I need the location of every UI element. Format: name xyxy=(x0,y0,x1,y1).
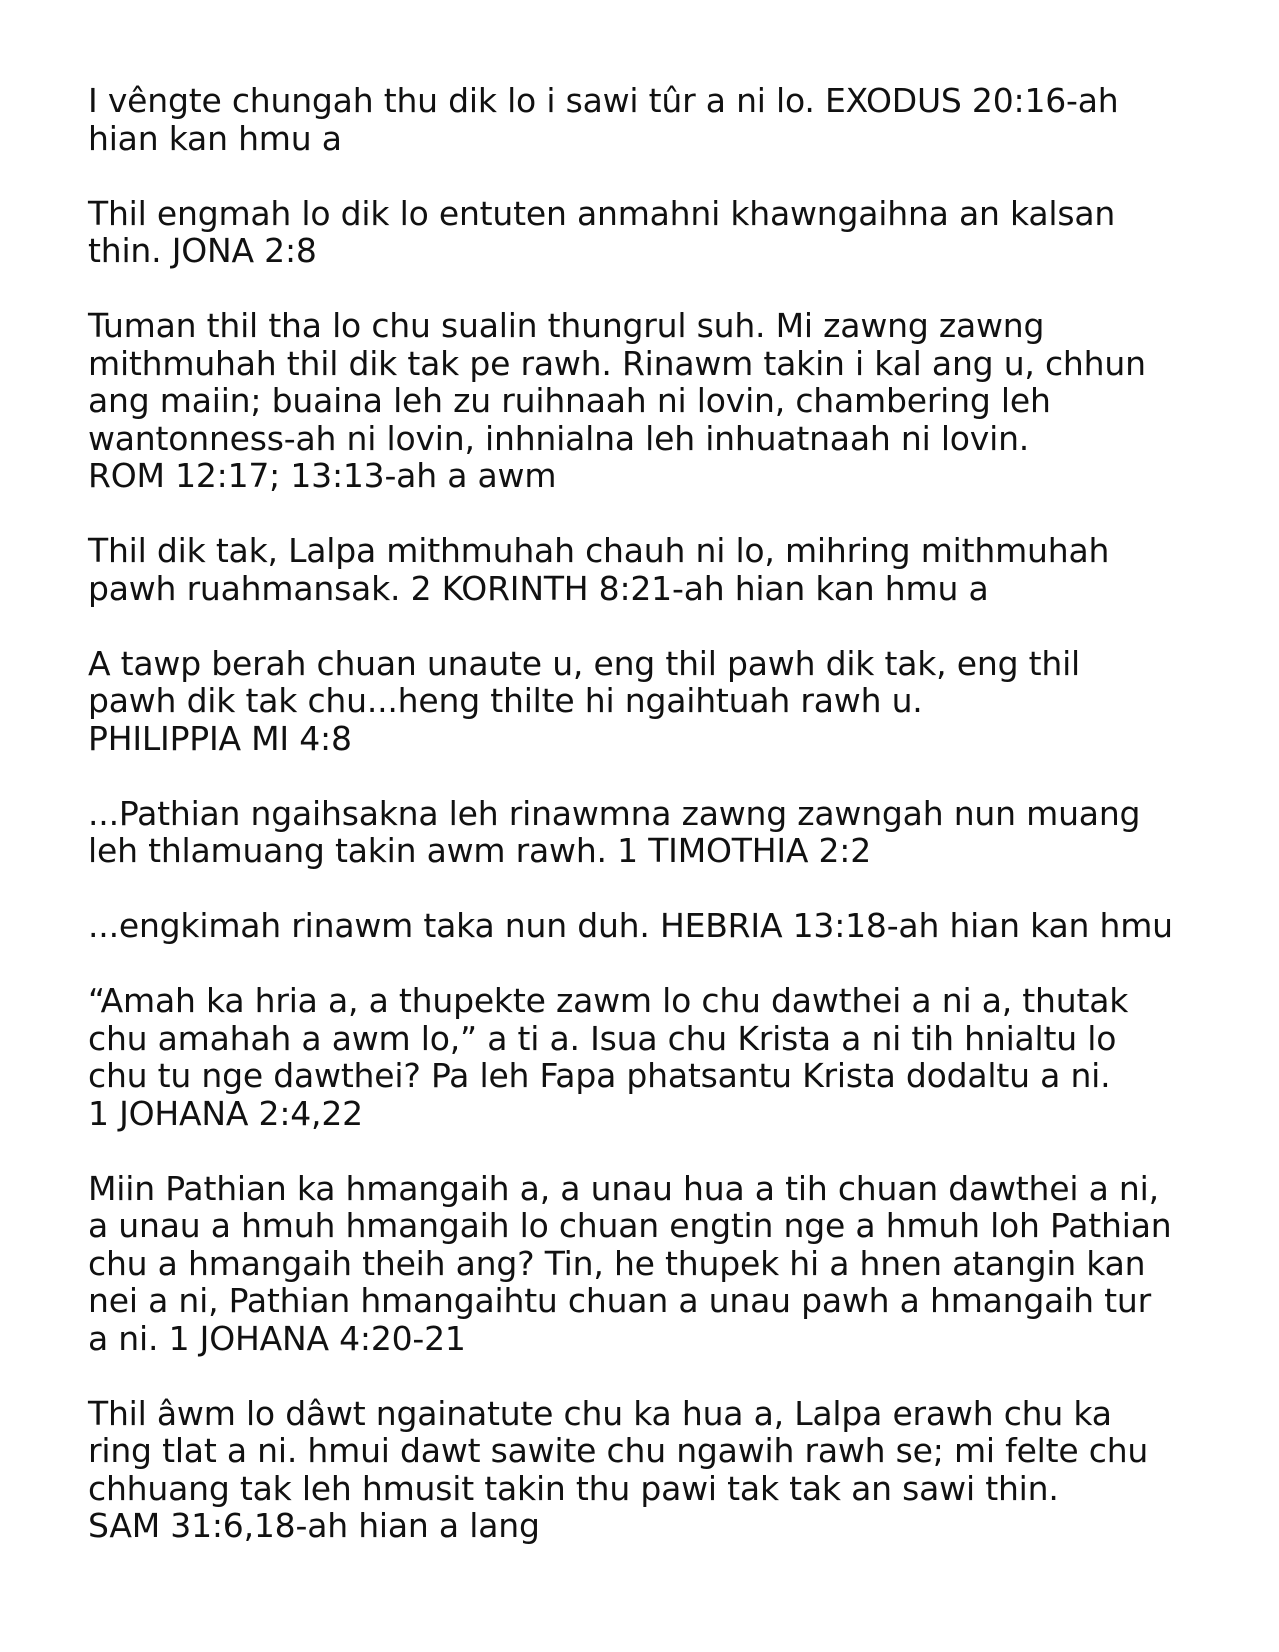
passage-korinth: Thil dik tak, Lalpa mithmuhah chauh ni lo, mihring mithmuhah pawh ruahmansak. 2 KORINTH 8:21-ah hian kan hmu a xyxy=(88,531,1110,608)
passage-hebria: ...engkimah rinawm taka nun duh. HEBRIA 13:18-ah hian kan hmu xyxy=(88,906,1173,945)
passage-rom: Tuman thil tha lo chu sualin thungrul suh. Mi zawng zawng mithmuhah thil dik tak pe rawh. Rinawm takin i kal ang u, chhun ang maiin; buaina leh zu ruihnaah ni lovin, chambering leh wantonness-ah ni lovin, inhnialna leh inhuatnaah ni lovin. ROM 12:17; 13:13-ah a awm xyxy=(88,306,1146,495)
passage-jona: Thil engmah lo dik lo entuten anmahni khawngaihna an kalsan thin. JONA 2:8 xyxy=(88,193,1116,270)
paragraph-gap xyxy=(88,157,1228,195)
paragraph-gap xyxy=(88,870,1228,908)
paragraph-gap xyxy=(88,757,1228,795)
passage-exodus: I vêngte chungah thu dik lo i sawi tûr a ni lo. EXODUS 20:16-ah hian kan hmu a xyxy=(88,81,1119,158)
passage-list xyxy=(88,82,1228,1545)
paragraph-gap xyxy=(88,270,1228,308)
passage-sam: Thil âwm lo dâwt ngainatute chu ka hua a, Lalpa erawh chu ka ring tlat a ni. hmui dawt sawite chu ngawih rawh se; mi felte chu chhuang tak leh hmusit takin thu pawi tak tak an sawi thin. SAM 31:6,18-ah hian a lang xyxy=(88,1393,1149,1545)
passage-johana-2: “Amah ka hria a, a thupekte zawm lo chu dawthei a ni a, thutak chu amahah a awm lo,” a ti a. Isua chu Krista a ni tih hnialtu lo chu tu nge dawthei? Pa leh Fapa phatsantu Krista dodaltu a ni. 1 JOHANA 2:4,22 xyxy=(88,981,1129,1133)
paragraph-gap xyxy=(88,607,1228,645)
passage-johana-4: Miin Pathian ka hmangaih a, a unau hua a tih chuan dawthei a ni, a unau a hmuh hmangaih lo chuan engtin nge a hmuh loh Pathian chu a hmangaih theih ang? Tin, he thupek hi a hnen atangin kan nei a ni, Pathian hmangaihtu chuan a unau pawh a hmangaih tur a ni. 1 JOHANA 4:20-21 xyxy=(88,1168,1172,1358)
paragraph-gap xyxy=(88,945,1228,983)
paragraph-gap xyxy=(88,1357,1228,1395)
passage-timothia: ...Pathian ngaihsakna leh rinawmna zawng zawngah nun muang leh thlamuang takin awm rawh. 1 TIMOTHIA 2:2 xyxy=(88,793,1141,870)
paragraph-gap xyxy=(88,1132,1228,1170)
passage-philippia: A tawp berah chuan unaute u, eng thil pawh dik tak, eng thil pawh dik tak chu...heng thilte hi ngaihtuah rawh u. PHILIPPIA MI 4:8 xyxy=(88,643,1081,758)
paragraph-gap xyxy=(88,495,1228,533)
